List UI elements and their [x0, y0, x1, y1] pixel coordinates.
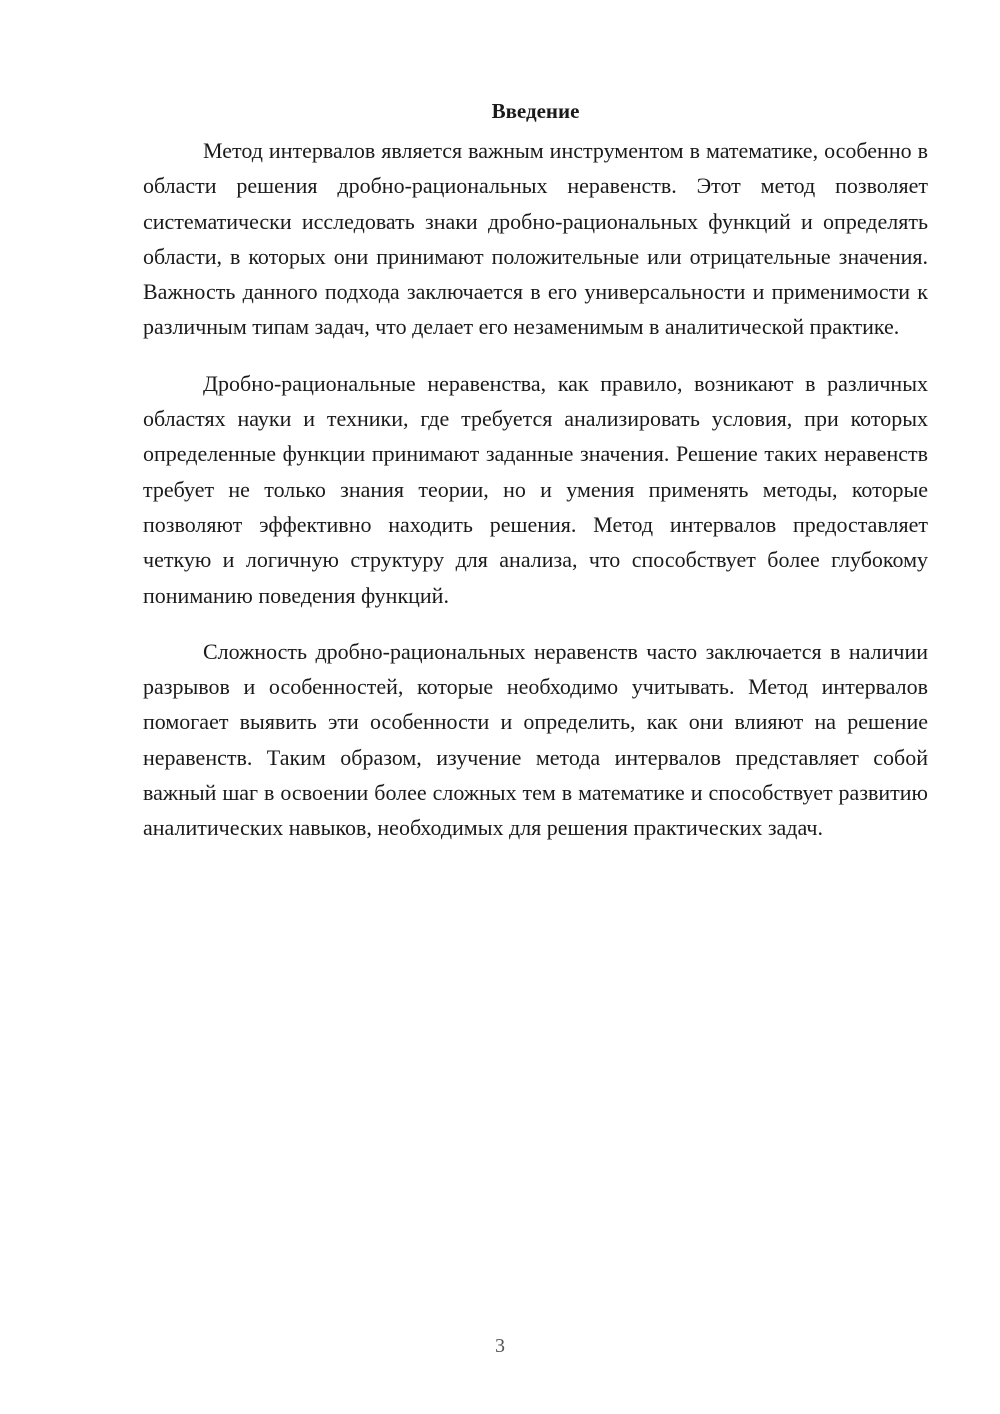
paragraph-3: Сложность дробно-рациональных неравенств часто заключается в наличии разрывов и особенностей, которые необходимо учитывать. Метод интервалов помогает выявить эти особенности и определить, как они влияют на решение неравенств. Таким образом, изучение метода интервалов представляет собой важный шаг в освоении более сложных тем в математике и способствует развитию аналитических навыков, необходимых для решения практических задач. [143, 638, 928, 841]
page-number: 3 [495, 1335, 505, 1357]
section-heading: Введение [491, 99, 580, 123]
page-content [143, 94, 928, 867]
paragraph-1: Метод интервалов является важным инструментом в математике, особенно в области решения дробно-рациональных неравенств. Этот метод позволяет систематически исследовать знаки дробно-рациональных функций и определять области, в которых они принимают положительные или отрицательные значения. Важность данного подхода заключается в его универсальности и применимости к различным типам задач, что делает его незаменимым в аналитической практике. [143, 138, 928, 340]
paragraph-2: Дробно-рациональные неравенства, как правило, возникают в различных областях науки и техники, где требуется анализировать условия, при которых определенные функции принимают заданные значения. Решение таких неравенств требует не только знания теории, но и умения применять методы, которые позволяют эффективно находить решения. Метод интервалов предоставляет четкую и логичную структуру для анализа, что способствует более глубокому пониманию поведения функций. [143, 370, 928, 608]
